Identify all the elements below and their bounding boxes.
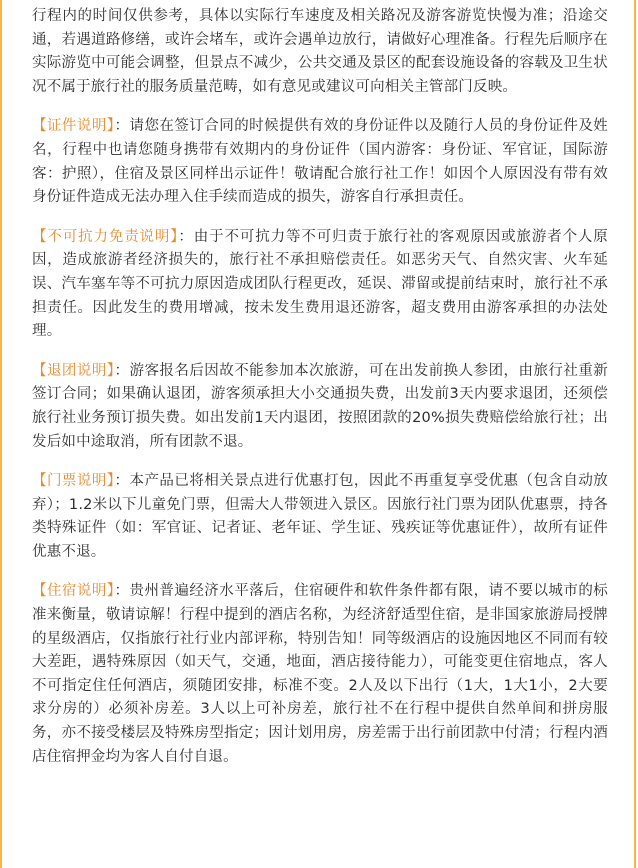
section-text: ：贵州普遍经济水平落后，住宿硬件和软件条件都有限，请不要以城市的标准来衡量，敬请谅解！行程中提到的酒店名称，为经济舒适型住宿，是非国家旅游局授牌的星级酒店，仅指旅行社行业内部评称，特别告知！同等级酒店的设施因地区不同而有较大差距，遇特殊原因（如天气，交通，地面，酒店接待能力），可能变更住宿地点，客人不可指定住任何酒店，须随团安排，标准不变。2人及以下出行（1大，1大1小，2大要求分房的）必须补房差。3人以上可补房差，旅行社不在行程中提供自然单间和拼房服务，亦不接受楼层及特殊房型指定；因计划用房，房差需于出行前团款中付清；行程内酒店住宿押金均为客人自付自退。: [32, 583, 608, 765]
section-text: ：请您在签订合同的时候提供有效的身份证件以及随行人员的身份证件及姓名，行程中也请您随身携带有效期内的身份证件（国内游客：身份证、军官证，国际游客：护照），住宿及景区同样出示证件！敬请配合旅行社工作！如因个人原因没有带有效身份证件造成无法办理入住手续而造成的损失，游客自行承担责任。: [32, 118, 608, 206]
section-label: 【门票说明】: [32, 473, 115, 490]
section-force-majeure: [32, 226, 608, 344]
section-tickets: [32, 470, 608, 564]
notice-content: [32, 0, 608, 769]
section-text: ：由于不可抗力等不可归责于旅行社的客观原因或旅游者个人原因，造成旅游者经济损失的，旅行社不承担赔偿责任。如恶劣天气、自然灾害、火车延误、汽车塞车等不可抗力原因造成团队行程更改，延误、滞留或提前结束时，旅行社不承担责任。因此发生的费用增减，按未发生费用退还游客，超支费用由游客承担的办法处理。: [32, 228, 609, 340]
section-id-documents: [32, 115, 608, 209]
section-label: 【证件说明】: [32, 118, 115, 135]
section-cancellation: [32, 360, 608, 454]
section-text: ：本产品已将相关景点进行优惠打包，因此不再重复享受优惠（包含自动放弃）；1.2米以下儿童免门票，但需大人带领进入景区。因旅行社门票为团队优惠票，持各类特殊证件（如：军官证、记者证、老年证、学生证、残疾证等优惠证件），故所有证件优惠不退。: [32, 473, 608, 560]
section-label: 【不可抗力免责说明】: [32, 228, 179, 245]
section-accommodation: [32, 580, 608, 769]
section-text: ：游客报名后因故不能参加本次旅游，可在出发前换人参团，由旅行社重新签订合同；如果确认退团，游客须承担大小交通损失费，出发前3天内要求退团，还须偿旅行社业务预订损失费。如出发前1天内退团，按照团款的20%损失费赔偿给旅行社；出发后如中途取消，所有团款不退。: [32, 362, 608, 450]
section-label: 【住宿说明】: [32, 583, 115, 600]
section-label: 【退团说明】: [32, 362, 115, 379]
intro-paragraph: 行程内的时间仅供参考，具体以实际行车速度及相关路况及游客游览快慢为准；沿途交通，若遇道路修缮，或许会堵车，或许会遇单边放行，请做好心理准备。行程先后顺序在实际游览中可能会调整，但景点不减少，公共交通及景区的配套设施设备的容载及卫生状况不属于旅行社的服务质量范畴，如有意见或建议可向相关主管部门反映。: [32, 8, 608, 95]
